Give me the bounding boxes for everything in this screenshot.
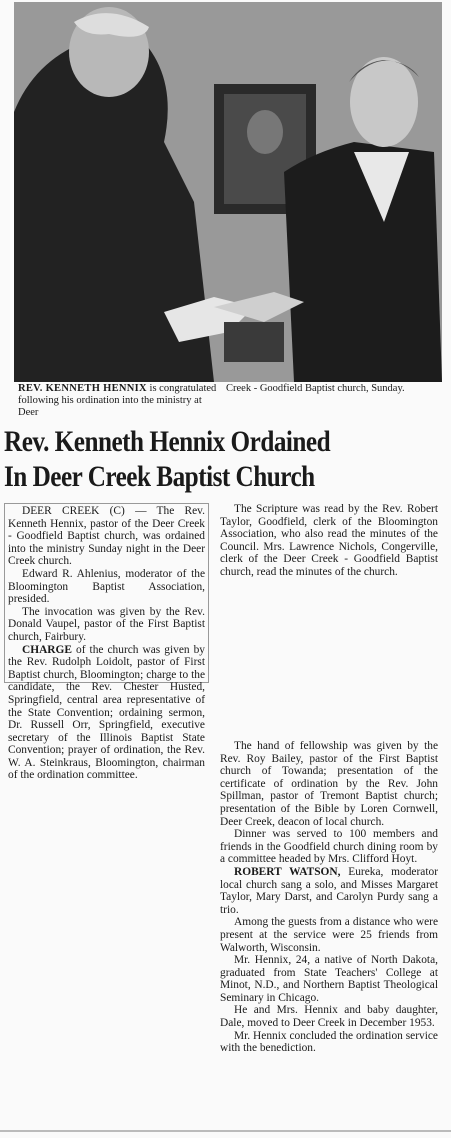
paragraph: The hand of fellowship was given by the Rev. Roy Bailey, pastor of the First Baptist church of Towanda; presentation of the certificate of ordination by the Rev. John Spillman, pastor of Tremont Baptist church; presentation of the Bible by Loren Cornwell, Deer Creek, deacon of local church.	[220, 740, 438, 828]
run-in-lead: ROBERT WATSON,	[234, 865, 341, 878]
paragraph: Mr. Hennix, 24, a native of North Dakota, graduated from State Teachers' College at Minot, N.D., and Northern Baptist Theological Seminary in Chicago.	[220, 954, 438, 1004]
caption-text-continued: Creek - Goodfield Baptist church, Sunday.	[226, 383, 405, 394]
paragraph-text: Eureka, moderator local church sang a solo, and Misses Margaret Taylor, Mary Darst, and Carolyn Purdy sang a trio.	[220, 865, 438, 916]
caption-text: is congratulated following his ordination into the ministry at Deer	[18, 383, 217, 418]
bottom-rule	[0, 1130, 451, 1132]
paragraph: Mr. Hennix concluded the ordination service with the benediction.	[220, 1029, 438, 1055]
headline-line-1: Rev. Kenneth Hennix Ordained	[4, 425, 331, 458]
headline-line-2: In Deer Creek Baptist Church	[4, 460, 315, 493]
paragraph: The invocation was given by the Rev. Donald Vaupel, pastor of the First Baptist church, Fairbury.	[8, 605, 205, 643]
article-column-right	[220, 503, 438, 579]
paragraph: He and Mrs. Hennix and baby daughter, Dale, moved to Deer Creek in December 1953.	[220, 1004, 438, 1030]
paragraph: The Scripture was read by the Rev. Robert Taylor, Goodfield, clerk of the Bloomington Association, who also read the minutes of the Council. Mrs. Lawrence Nichols, Congerville, clerk of the Deer Creek - Goodfield Baptist church, read the minutes of the church.	[220, 503, 438, 578]
article-column-right-continued	[220, 740, 438, 1055]
paragraph	[220, 866, 438, 916]
paragraph: Edward R. Ahlenius, moderator of the Bloomington Baptist Association, presided.	[8, 567, 205, 606]
paragraph: Among the guests from a distance who were present at the service were 25 friends from Walworth, Wisconsin.	[220, 916, 438, 954]
photo-caption-continued	[226, 383, 441, 395]
paragraph: DEER CREEK (C) — The Rev. Kenneth Hennix, pastor of the Deer Creek - Goodfield Baptist church, was ordained into the ministry Sunday night in the Deer Creek church.	[8, 505, 205, 568]
paragraph: Dinner was served to 100 members and friends in the Goodfield church dining room by a committee headed by Mrs. Clifford Hoyt.	[220, 828, 438, 866]
article-column-left	[4, 503, 209, 782]
run-in-lead: CHARGE	[22, 643, 72, 656]
paragraph	[8, 644, 205, 783]
news-photo	[14, 2, 442, 382]
headline	[4, 424, 374, 494]
paragraph-text: of the church was given by the Rev. Rudolph Loidolt, pastor of First Baptist church, Bloomington; charge to the candidate, the Rev. Chester Husted, Springfield, central area representative of the State Convention; ordaining sermon, Dr. Russell Orr, Springfield, executive secretary of the Illinois Baptist State Convention; prayer of ordination, the Rev. W. A. Steinkraus, Bloomington, chairman of the ordination committee.	[8, 643, 205, 782]
caption-name: REV. KENNETH HENNIX	[18, 383, 147, 394]
photo-caption	[18, 383, 218, 419]
